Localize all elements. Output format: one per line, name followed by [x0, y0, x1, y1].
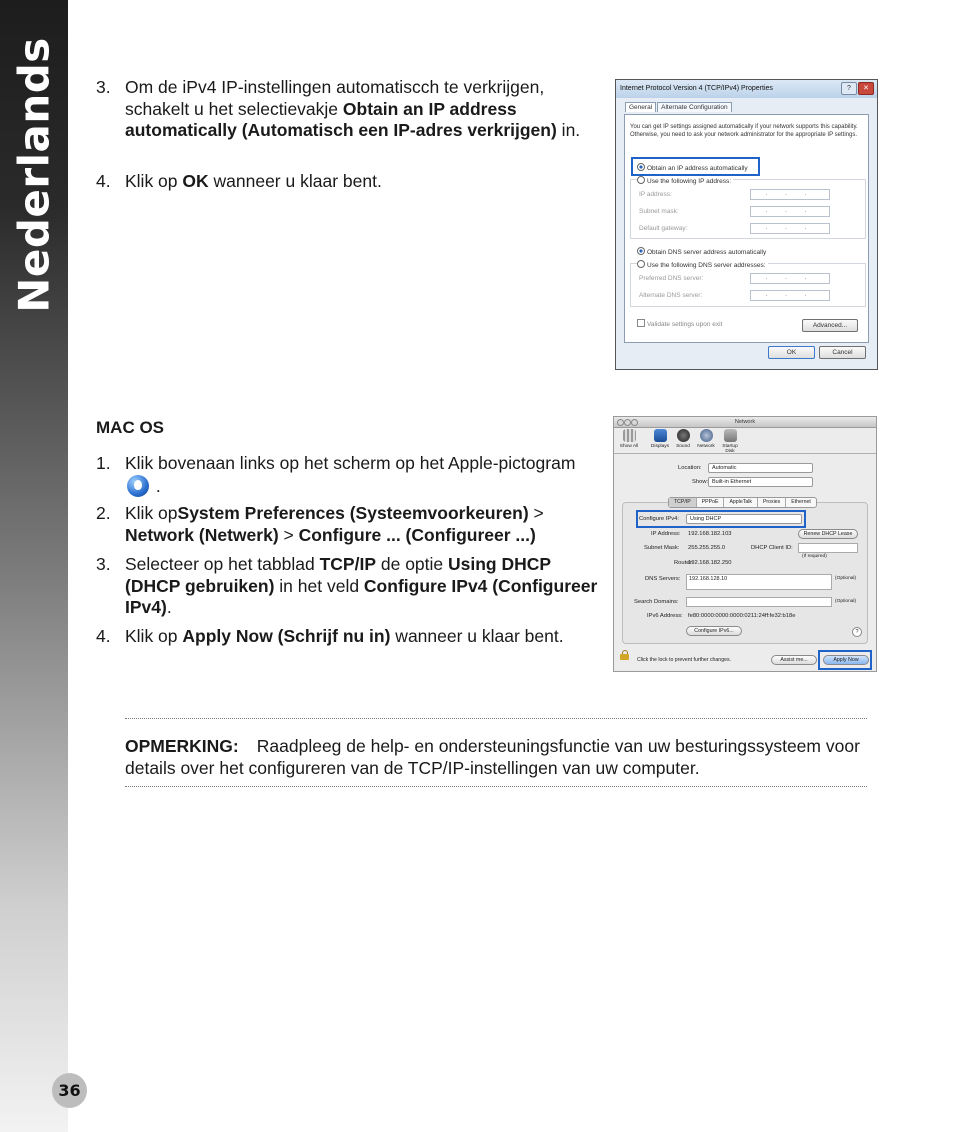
- help-icon[interactable]: ?: [852, 627, 862, 637]
- tab-tcpip[interactable]: TCP/IP: [669, 498, 697, 507]
- intro-text: You can get IP settings assigned automatically if your network supports this capability. Otherwise, you need to ask your network administrator for the appropriate IP settings.: [630, 124, 858, 138]
- lock-icon[interactable]: [620, 650, 630, 660]
- optional-label: (Optional): [835, 599, 857, 604]
- grid-icon: [623, 429, 636, 442]
- location-label: Location:: [678, 465, 702, 471]
- router-label: Router:: [674, 560, 694, 566]
- windows-tcpip-dialog: [615, 79, 878, 370]
- mask-field[interactable]: . . .: [750, 206, 830, 217]
- validate-checkbox[interactable]: Validate settings upon exit: [637, 319, 722, 328]
- mac-network-dialog: [613, 416, 877, 672]
- assist-me-button[interactable]: Assist me...: [771, 655, 817, 665]
- lock-text: Click the lock to prevent further changes.: [637, 657, 731, 663]
- mask-label: Subnet mask:: [639, 208, 679, 215]
- step-number: 3.: [96, 554, 111, 574]
- divider: [125, 718, 867, 719]
- highlight-box: [818, 650, 872, 670]
- checkbox-icon: [637, 319, 645, 327]
- radio-manual-ip[interactable]: Use the following IP address:: [637, 176, 733, 185]
- tab-proxies[interactable]: Proxies: [758, 498, 786, 507]
- configure-ipv4-label: Configure IPv4:: [639, 516, 679, 522]
- radio-auto-dns[interactable]: Obtain DNS server address automatically: [637, 247, 766, 256]
- display-icon: [654, 429, 667, 442]
- tab-pppoe[interactable]: PPPoE: [697, 498, 725, 507]
- note-text: Raadpleeg de help- en ondersteuningsfunctie van uw besturingssysteem voor details over het configureren van de TCP/IP-instellingen van uw computer.: [125, 736, 860, 778]
- help-icon[interactable]: ?: [841, 82, 857, 95]
- search-domains-field[interactable]: [686, 597, 832, 607]
- divider: [125, 786, 867, 787]
- dialog-title: Network: [734, 419, 756, 425]
- tab-ethernet[interactable]: Ethernet: [791, 499, 811, 505]
- step-number: 3.: [96, 77, 111, 97]
- disk-icon: [724, 429, 737, 442]
- step-text: Klik opSystem Preferences (Systeemvoorkeuren) > Network (Netwerk) > Configure ... (Configureer ...): [125, 503, 544, 545]
- ip-field[interactable]: . . .: [750, 189, 830, 200]
- dns-field[interactable]: 192.168.128.10: [686, 574, 832, 590]
- client-id-label: DHCP Client ID:: [751, 545, 793, 551]
- toolbar-displays[interactable]: Displays: [648, 429, 672, 449]
- radio-auto-ip[interactable]: Obtain an IP address automatically: [637, 163, 748, 172]
- step-text: Selecteer op het tabblad TCP/IP de optie Using DHCP (DHCP gebruiken) in het veld Configure IPv4 (Configureer IPv4).: [125, 554, 598, 617]
- ip-label: IP Address:: [651, 531, 681, 537]
- section-heading: MAC OS: [96, 418, 164, 437]
- configure-ipv4-select[interactable]: Using DHCP: [686, 514, 802, 524]
- radio-manual-dns[interactable]: Use the following DNS server addresses:: [637, 260, 768, 269]
- ip-value: 192.168.182.103: [688, 531, 732, 537]
- page-number: 36: [52, 1073, 87, 1108]
- note-label: OPMERKING:: [125, 736, 239, 756]
- tab-general[interactable]: General: [625, 102, 656, 112]
- step-text: Klik op Apply Now (Schrijf nu in) wanneer u klaar bent.: [125, 626, 564, 646]
- globe-icon: [700, 429, 713, 442]
- pref-dns-label: Preferred DNS server:: [639, 275, 704, 282]
- tab-alternate[interactable]: Alternate Configuration: [657, 102, 732, 112]
- ip-label: IP address:: [639, 191, 672, 198]
- toolbar-startup-disk[interactable]: Startup Disk: [718, 429, 742, 454]
- dns-label: DNS Servers:: [645, 576, 681, 582]
- gateway-label: Default gateway:: [639, 225, 688, 232]
- show-select[interactable]: Built-in Ethernet: [708, 477, 813, 487]
- tab-bar: [668, 497, 817, 508]
- ok-button[interactable]: OK: [768, 346, 815, 359]
- step-number: 4.: [96, 171, 111, 191]
- dialog-titlebar: [616, 80, 877, 98]
- close-icon[interactable]: ✕: [858, 82, 874, 95]
- step-text: Klik bovenaan links op het scherm op het Apple-pictogram .: [125, 453, 576, 496]
- renew-dhcp-button[interactable]: Renew DHCP Lease: [798, 529, 858, 539]
- client-id-field[interactable]: [798, 543, 858, 553]
- general-pane: [624, 114, 869, 343]
- ipv6-label: IPv6 Address:: [647, 613, 683, 619]
- speaker-icon: [677, 429, 690, 442]
- apply-now-button[interactable]: Apply Now: [823, 655, 869, 665]
- dialog-titlebar: [614, 417, 876, 428]
- toolbar-network[interactable]: Network: [694, 429, 718, 449]
- step-number: 1.: [96, 453, 111, 473]
- tab-appletalk[interactable]: AppleTalk: [724, 498, 758, 507]
- alt-dns-field[interactable]: . . .: [750, 290, 830, 301]
- highlight-box: [636, 510, 806, 528]
- advanced-button[interactable]: Advanced...: [802, 319, 858, 332]
- step-text: Klik op OK wanneer u klaar bent.: [125, 171, 382, 191]
- alt-dns-label: Alternate DNS server:: [639, 292, 703, 299]
- pref-dns-field[interactable]: . . .: [750, 273, 830, 284]
- language-sidebar: [0, 0, 68, 1132]
- dialog-title: Internet Protocol Version 4 (TCP/IPv4) Properties: [620, 85, 773, 92]
- highlight-box: [631, 157, 760, 176]
- if-required-label: (If required): [802, 554, 827, 559]
- step-text: Om de iPv4 IP-instellingen automatiscch te verkrijgen, schakelt u het selectievakje Obtain an IP address automatically (Automatisch een IP-adres verkrijgen) in.: [125, 77, 581, 140]
- ipv6-value: fe80:0000:0000:0000:0211:24ff:fe32:b18e: [688, 613, 796, 619]
- optional-label: (Optional): [835, 576, 857, 581]
- router-value: 192.168.182.250: [688, 560, 732, 566]
- configure-ipv6-button[interactable]: Configure IPv6...: [686, 626, 742, 636]
- show-label: Show:: [692, 479, 709, 485]
- toolbar-sound[interactable]: Sound: [671, 429, 695, 449]
- step-number: 4.: [96, 626, 111, 646]
- apple-icon: [127, 475, 149, 497]
- sidebar-title: Nederlands: [9, 37, 59, 313]
- location-select[interactable]: Automatic: [708, 463, 813, 473]
- mask-value: 255.255.255.0: [688, 545, 726, 551]
- gateway-field[interactable]: . . .: [750, 223, 830, 234]
- toolbar-show-all[interactable]: Show All: [617, 429, 641, 449]
- step-number: 2.: [96, 503, 111, 523]
- cancel-button[interactable]: Cancel: [819, 346, 866, 359]
- search-domains-label: Search Domains:: [634, 599, 679, 605]
- mask-label: Subnet Mask:: [644, 545, 680, 551]
- note: [125, 736, 867, 779]
